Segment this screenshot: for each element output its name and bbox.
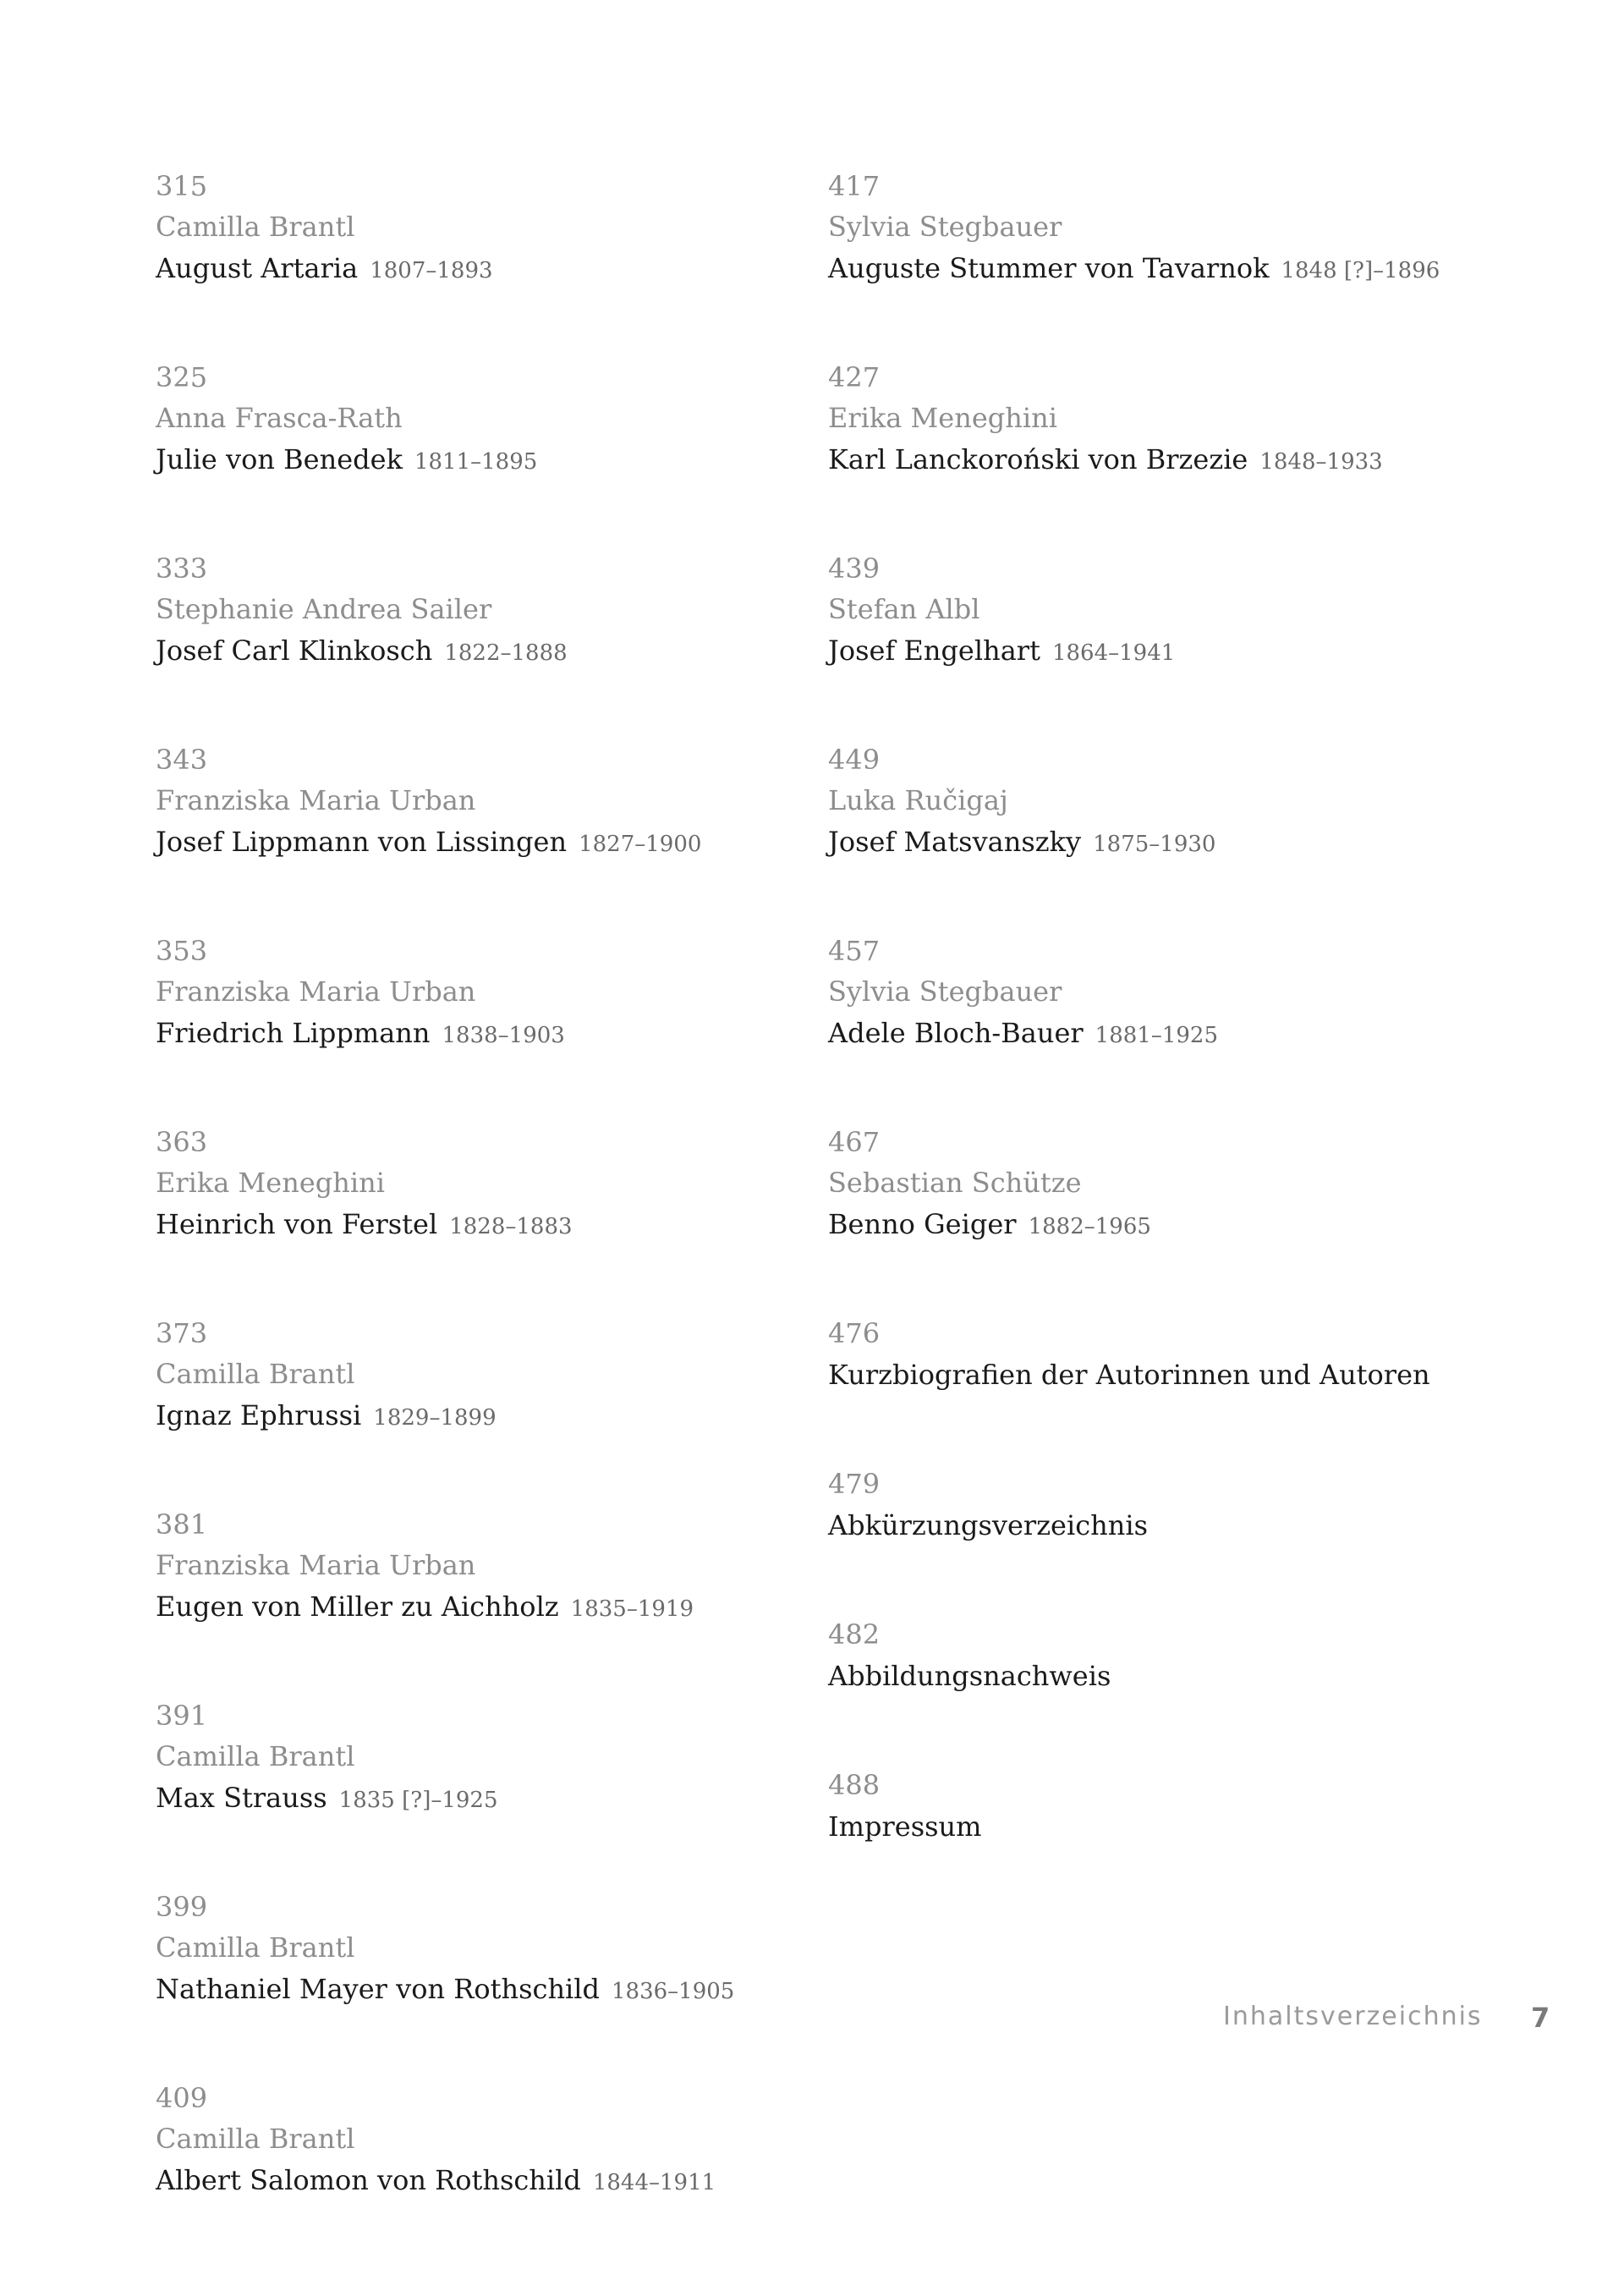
toc-title-line xyxy=(828,821,1471,868)
toc-title-line xyxy=(828,1504,1471,1552)
toc-entry[interactable] xyxy=(156,1887,798,2015)
toc-title: Abkürzungsverzeichnis xyxy=(828,1509,1149,1541)
toc-page-number: 479 xyxy=(828,1468,881,1500)
toc-page-number: 391 xyxy=(156,1700,208,1732)
toc-page-number: 439 xyxy=(828,552,881,585)
toc-life-dates: 1848–1933 xyxy=(1259,449,1383,475)
toc-author: Franziska Maria Urban xyxy=(156,975,476,1008)
toc-life-dates: 1838–1903 xyxy=(442,1023,565,1048)
toc-page-number: 315 xyxy=(156,170,208,202)
toc-entry[interactable] xyxy=(828,1464,1471,1552)
toc-author: Luka Ručigaj xyxy=(828,784,1008,816)
toc-life-dates: 1835–1919 xyxy=(570,1596,694,1622)
toc-entry[interactable] xyxy=(828,357,1471,486)
toc-author: Sylvia Stegbauer xyxy=(828,975,1062,1008)
toc-page-number: 409 xyxy=(156,2082,208,2114)
toc-title-line xyxy=(156,821,798,868)
toc-title: Eugen von Miller zu Aichholz xyxy=(156,1590,559,1623)
toc-title: Benno Geiger xyxy=(828,1208,1017,1240)
toc-entry[interactable] xyxy=(156,1504,798,1633)
toc-title-line xyxy=(156,1777,798,1824)
toc-page-number: 457 xyxy=(828,935,881,967)
toc-life-dates: 1848 [?]–1896 xyxy=(1281,258,1440,283)
toc-title-line xyxy=(156,438,798,486)
toc-life-dates: 1835 [?]–1925 xyxy=(338,1788,498,1813)
toc-page-number: 381 xyxy=(156,1508,208,1541)
toc-page-number: 353 xyxy=(156,935,208,967)
toc-page-number: 467 xyxy=(828,1126,881,1158)
toc-title: Albert Salomon von Rothschild xyxy=(156,2164,581,2196)
toc-entry[interactable] xyxy=(828,166,1471,294)
toc-entry[interactable] xyxy=(156,1122,798,1250)
toc-title: Adele Bloch-Bauer xyxy=(828,1017,1084,1049)
toc-author: Camilla Brantl xyxy=(156,1931,355,1964)
toc-title: Julie von Benedek xyxy=(156,443,403,475)
toc-entry[interactable] xyxy=(156,739,798,868)
toc-life-dates: 1875–1930 xyxy=(1093,832,1216,857)
toc-title-line xyxy=(828,1805,1471,1853)
toc-title-line xyxy=(828,1012,1471,1059)
toc-life-dates: 1807–1893 xyxy=(370,258,493,283)
toc-author: Erika Meneghini xyxy=(156,1167,385,1199)
toc-title-line xyxy=(156,1394,798,1442)
toc-title: Josef Engelhart xyxy=(828,635,1040,667)
toc-title: Josef Lippmann von Lissingen xyxy=(156,826,568,858)
toc-title: Abbildungsnachweis xyxy=(828,1660,1111,1692)
toc-entry[interactable] xyxy=(156,1695,798,1824)
toc-title: Kurzbiografien der Autorinnen und Autoren xyxy=(828,1359,1430,1391)
toc-page-number: 482 xyxy=(828,1618,881,1651)
toc-page-number: 399 xyxy=(156,1891,208,1923)
toc-entry[interactable] xyxy=(828,1765,1471,1853)
toc-entry[interactable] xyxy=(828,1313,1471,1401)
toc-page-number: 363 xyxy=(156,1126,208,1158)
toc-entry[interactable] xyxy=(156,548,798,677)
toc-title: Karl Lanckoroński von Brzezie xyxy=(828,443,1248,475)
toc-title-line xyxy=(156,247,798,294)
toc-entry[interactable] xyxy=(828,548,1471,677)
toc-title-line xyxy=(828,247,1471,294)
toc-title: Josef Carl Klinkosch xyxy=(156,635,433,667)
toc-page-number: 427 xyxy=(828,361,881,393)
toc-life-dates: 1827–1900 xyxy=(579,832,702,857)
toc-title: Ignaz Ephrussi xyxy=(156,1399,362,1431)
toc-life-dates: 1828–1883 xyxy=(449,1214,573,1239)
toc-life-dates: 1864–1941 xyxy=(1051,640,1176,666)
toc-title: Max Strauss xyxy=(156,1782,327,1814)
toc-page-number: 488 xyxy=(828,1769,881,1801)
toc-page-number: 417 xyxy=(828,170,881,202)
toc-title-line xyxy=(828,1655,1471,1702)
toc-entry[interactable] xyxy=(828,739,1471,868)
toc-title: Josef Matsvanszky xyxy=(828,826,1082,858)
toc-title-line xyxy=(828,1354,1471,1401)
toc-title-line xyxy=(828,438,1471,486)
toc-life-dates: 1844–1911 xyxy=(592,2170,716,2195)
toc-author: Anna Frasca-Rath xyxy=(156,402,403,434)
toc-page-number: 449 xyxy=(828,744,881,776)
toc-title-line xyxy=(156,2159,798,2206)
toc-title: Friedrich Lippmann xyxy=(156,1017,431,1049)
running-footer-section: Inhaltsverzeichnis xyxy=(1223,2002,1483,2031)
toc-entry[interactable] xyxy=(828,1122,1471,1250)
toc-author: Camilla Brantl xyxy=(156,2123,355,2155)
toc-title: Nathaniel Mayer von Rothschild xyxy=(156,1973,600,2005)
toc-title-line xyxy=(156,629,798,677)
toc-author: Franziska Maria Urban xyxy=(156,784,476,816)
toc-life-dates: 1822–1888 xyxy=(444,640,568,666)
toc-author: Camilla Brantl xyxy=(156,211,355,243)
toc-author: Erika Meneghini xyxy=(828,402,1057,434)
toc-title-line xyxy=(828,1203,1471,1250)
toc-left-column xyxy=(156,166,798,2269)
toc-life-dates: 1829–1899 xyxy=(373,1405,497,1431)
toc-entry[interactable] xyxy=(828,931,1471,1059)
page-number: 7 xyxy=(1531,2002,1550,2034)
toc-entry[interactable] xyxy=(156,2078,798,2206)
toc-life-dates: 1811–1895 xyxy=(414,449,538,475)
toc-author: Sebastian Schütze xyxy=(828,1167,1082,1199)
toc-title-line xyxy=(828,629,1471,677)
toc-entry[interactable] xyxy=(156,931,798,1059)
toc-author: Sylvia Stegbauer xyxy=(828,211,1062,243)
toc-entry[interactable] xyxy=(156,166,798,294)
toc-page-number: 476 xyxy=(828,1317,881,1349)
toc-author: Camilla Brantl xyxy=(156,1358,355,1390)
toc-life-dates: 1836–1905 xyxy=(612,1979,735,2004)
toc-right-column xyxy=(828,166,1471,1915)
toc-title: Heinrich von Ferstel xyxy=(156,1208,438,1240)
toc-entry[interactable] xyxy=(156,1313,798,1442)
toc-title: August Artaria xyxy=(156,252,359,284)
toc-title-line xyxy=(156,1968,798,2015)
toc-author: Camilla Brantl xyxy=(156,1740,355,1772)
toc-title-line xyxy=(156,1585,798,1633)
toc-page-number: 325 xyxy=(156,361,208,393)
toc-author: Stephanie Andrea Sailer xyxy=(156,593,492,625)
toc-author: Franziska Maria Urban xyxy=(156,1549,476,1581)
toc-life-dates: 1881–1925 xyxy=(1095,1023,1219,1048)
toc-title-line xyxy=(156,1012,798,1059)
toc-entry[interactable] xyxy=(156,357,798,486)
toc-page-number: 373 xyxy=(156,1317,208,1349)
toc-page-number: 333 xyxy=(156,552,208,585)
toc-page-number: 343 xyxy=(156,744,208,776)
toc-title: Auguste Stummer von Tavarnok xyxy=(828,252,1270,284)
toc-title-line xyxy=(156,1203,798,1250)
toc-entry[interactable] xyxy=(828,1614,1471,1702)
toc-title: Impressum xyxy=(828,1810,982,1843)
toc-author: Stefan Albl xyxy=(828,593,980,625)
toc-life-dates: 1882–1965 xyxy=(1028,1214,1151,1239)
